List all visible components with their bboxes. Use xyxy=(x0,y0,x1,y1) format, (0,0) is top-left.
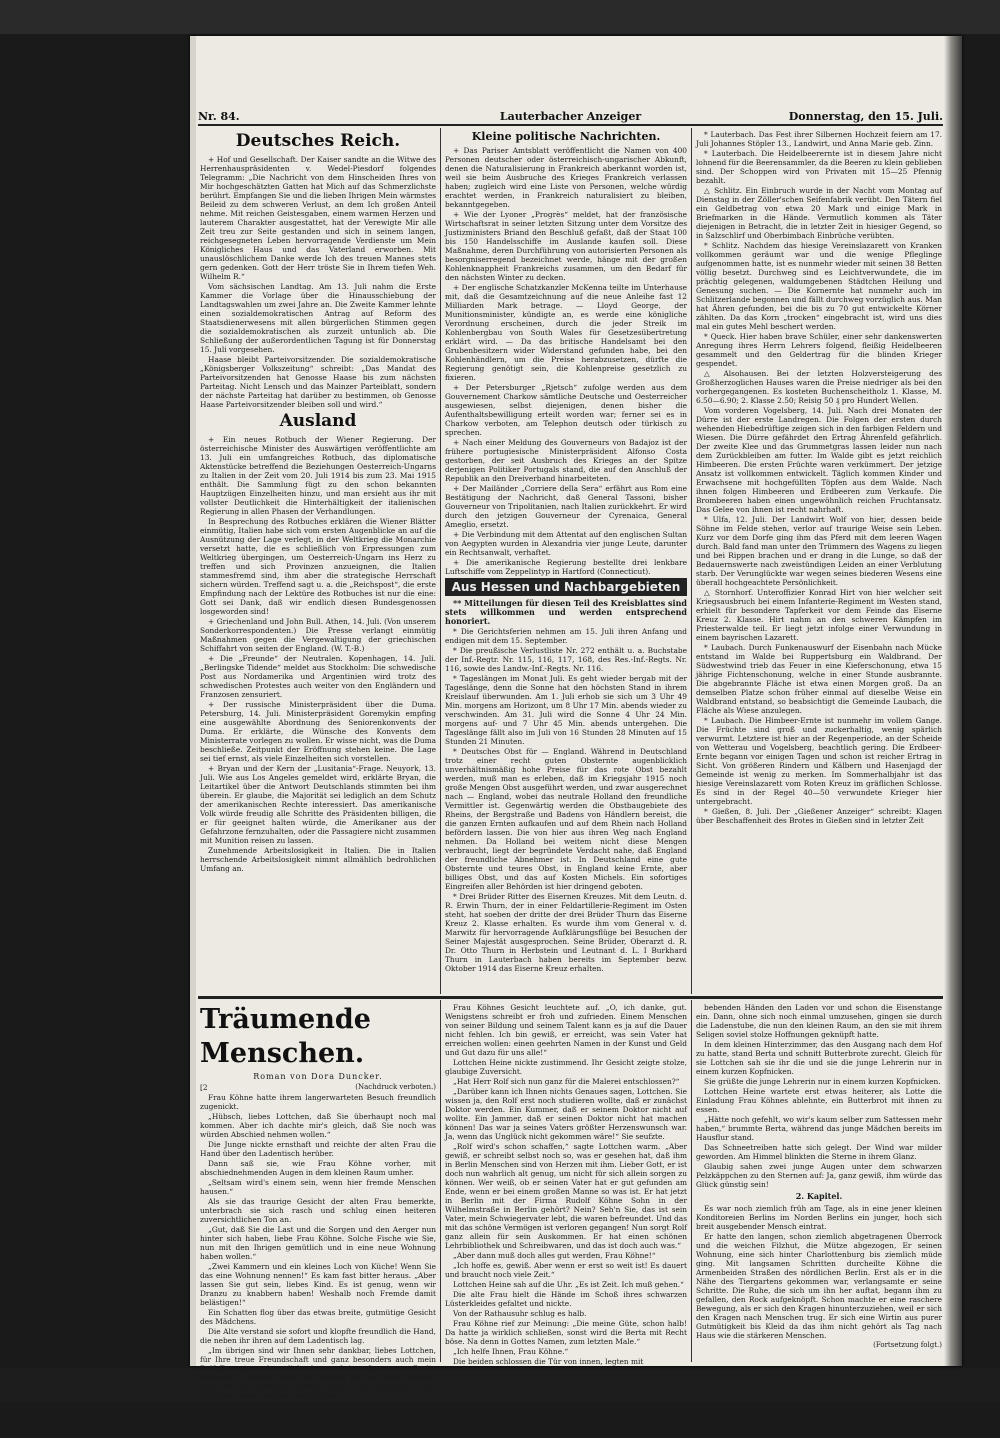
novel-author: Roman von Dora Duncker. xyxy=(253,1072,383,1081)
article-tassoni: + Der Mailänder „Corriere della Sera“ erfährt aus Rom eine Bestätigung der Nachricht, daß General Tassoni, bisher Gouverneur von Tripolitanien, nach Italien zurückkehrt. Er wird durch den jetzigen Gouverneur der Cyrenaica, General Ameglio, ersetzt. xyxy=(445,484,687,529)
novel-paragraph: Die beiden schlossen die Tür von innen, legten mit xyxy=(453,1357,644,1366)
article-queck: * Queck. Hier haben brave Schüler, einer sehr dankenswerten Anregung ihres Herrn Lehrers folgend, fleißig Heidelbeeren gesammelt und den Geldertrag für die blinden Krieger gespendet. xyxy=(696,332,942,368)
column-news-2 xyxy=(445,130,687,992)
novel-paragraph: „Rolf wird's schon schaffen,“ sagte Lottchen warm. „Aber gewiß, er schreibt selbst noch so, was er gesehen hat, daß ihm in Berlin Menschen sind von Herzen mit ihm. Lieber Gott, er ist doch nun wahrlich alt genug, um nicht für sich allein sorgen zu können. Wer weiß, ob er seinen Vater hat er gut gefunden am Ende, wenn er bei einem großen Manne so was ist. Er hat jetzt in Berlin mit der Firma Rudolf Köhne Sohn in der Wilhelmstraße in Berlin gehört? Nein? Seh'n Sie, das ist sein Vater, mein Schwiegervater lebt, die waren befreundet. Und das mit das schöne Vermögen ist verloren gegangen! Nun sorgt Rolf ganz allein für sein Auskommen. Er hat einen schönen Lehrbibliothek und Schreibwaren, und das ist doch auch was.“ xyxy=(445,1142,687,1250)
novel-paragraph: Das Mädchen war flammend rot geworden und spielte mit einer Buchecke, die sie bestätigte auf dem Ladentisch. xyxy=(200,1401,436,1419)
article-bryan: + Bryan und der Kern der „Lusitania“-Frage. Neuyork, 13. Juli. Wie aus Los Angeles gemeldet wird, erklärte Bryan, die Leitartikel über die Antwort Deutschlands stimmten bei ihm überein. Er glaube, die Majorität sei lediglich an dem Schutz der amerikanischen Rechte interessiert. Das amerikanische Volk würde freudig alle Schritte des Präsidenten billigen, die er für geeignet halten würde, die Amerikaner aus der Gefahrzone fernzuhalten, oder die Passagiere nicht zusammen mit Munition reisen zu lassen. xyxy=(200,764,436,845)
novel-paragraph: Das Schneetreiben hatte sich gelegt. Der Wind war milder geworden. Am Himmel blinkten die Sterne in ihrem Glanz. xyxy=(696,1143,942,1161)
page-margin xyxy=(190,36,196,1366)
article-mckenna: + Der englische Schatzkanzler McKenna teilte im Unterhause mit, daß die Gesamtzeichnung auf die neue Anleihe fast 12 Milliarden Mark betrage. — Lloyd George, der Munitionsminister, kündigte an, es werde eine königliche Verordnung erscheinen, durch die jeder Streik im Kohlenbergbau von South Wales für Gesetzesübertretung erklärt wird. — Da das britische Handelsamt bei den Grubenbesitzern wider Widerstand gefunden habe, bei den Kohlenhändlern, um die Preise herabzusetzen, dürfte die Regierung genötigt sein, die Kohlenpreise gesetzlich zu fixieren. xyxy=(445,283,687,382)
novel-paragraph: Die Junge nickte ernsthaft und reichte der alten Frau die Hand über den Ladentisch herüber. xyxy=(200,1140,436,1158)
continuation-note: (Fortsetzung folgt.) xyxy=(873,1341,942,1349)
chapter-heading: 2. Kapitel. xyxy=(795,1191,843,1201)
article-alsohausen: △ Alsohausen. Bei der letzten Holzversteigerung des Großherzoglichen Hauses waren die Preise niedriger als bei den vorhergegangenen. Es kosteten Buchenscheitholz 1. Klasse, M. 6.50—6.90; 2. Klasse 2.50; Reisig 50 ₰ pro Hundert Wellen. xyxy=(696,369,942,405)
article-obst: * Deutsches Obst für — England. Während in Deutschland trotz einer recht guten Obsternte augenblicklich unverhältnismäßig hohe Preise für das rote Obst bezahlt werden, muß man es erleben, daß im Kriegsjahr 1915 noch große Mengen Obst ausgeführt werden, und zwar ausgerechnet nach — England, wobei das neutrale Holland den freundliche Vermittler ist. Gegenwärtig werden die Obstbaugebiete des Rheins, der Bergstraße und Badens von Händlern bereist, die die ganzen Ernten aufkaufen und auf dem Rhein nach Holland befördern lassen. Die von hier aus ihren Weg nach England nehmen. Da Holland bei weitem nicht diese Mengen verbraucht, liegt der begründete Verdacht nahe, daß England der freundliche Abnehmer ist. In Deutschland eine gute Obsternte und teures Obst, in England keine Ernte, aber billiges Obst, und das auf Kosten Michels. Ein sofortiges Eingreifen aller Behörden ist hier dringend geboten. xyxy=(445,747,687,891)
article-laubach-brand: * Laubach. Durch Funkenauswurf der Eisenbahn nach Mücke entstand im Walde bei Ruppertsburg ein Waldbrand. Der Südwestwind trieb das Feuer in eine Kieferschonung, etwa 15 jährige Fichtenschonung, welche in einer Stunde ausbrannte. Die abgebrannte Fläche ist etwa einen Morgen groß. Da an demselben Platze schon früher einmal auf dieselbe Weise ein Waldbrand entstand, so beabsichtigt die Gemeinde Laubach, die Fläche als Wiese anzulegen. xyxy=(696,643,942,715)
column-divider xyxy=(691,128,692,994)
novel-paragraph: Sie grüßte die junge Lehrerin nur in einem kurzen Kopfnicken. xyxy=(704,1077,941,1086)
heading-deutsches-reich: Deutsches Reich. xyxy=(235,131,401,151)
novel-paragraph: Er hatte den langen, schon ziemlich abgetragenen Überrock und die weichen Filzhut, die Mütze abgezogen, Er seinen Wohnung, eine sich hinter Charlottenburg bis ziemlich müde ging. Mit langsamen Schritten durcheilte Köhne die Armenbeiden Straßen des nördlichen Berlin. Erst als er in die Nähe des Tiergartens gekommen war, verlangsamte er seine Schritte. Die Ruhe, die sich um ihn her auftat, begann ihm zu gefallen, den Rock aufgeknöpft. Schon machte er eine raschere Bewegung, als er sich den Kragen hinunterzuziehen, weil er sich den Kragen nach Menschen trug. Er sich eine Wirtin aus purer Gutmütigkeit bis Kleid da das ihm nicht gehört als Tag nach Haus wie die stärkeren Menschen. xyxy=(696,1232,942,1340)
article-landtag: Vom sächsischen Landtag. Am 13. Juli nahm die Erste Kammer die Vorlage über die Hinausschiebung der Landtagswahlen um zwei Jahre an. Die Zweite Kammer lehnte einen sozialdemokratischen Antrag auf Reform des Staatsdienerwesens mit allen bürgerlichen Stimmen gegen die sozialdemokratischen als zurzeit untunlich ab. Die Schließung der außerordentlichen Tagung ist für Donnerstag 15. Juli vorgesehen. xyxy=(200,282,436,354)
reprint-note: (Nachdruck verboten.) xyxy=(355,1083,436,1091)
article-costa: + Nach einer Meldung des Gouverneurs von Badajoz ist der frühere portugiesische Ministerpräsident Alfonso Costa gestorben, der seit Ausbruch des Krieges an der Spitze derjenigen Politiker Portugals stand, die auf den Anschluß der Republik an den Dreiverband hinarbeiteten. xyxy=(445,438,687,483)
novel-paragraph: Die alte Frau hielt die Hände im Schoß ihres schwarzen Lüsterkleides gefaltet und nickte. xyxy=(445,1290,687,1308)
novel-paragraph: „Gut, daß Sie die Last und die Sorgen und den Aerger nun hinter sich haben, liebe Frau Köhne. Solche Fische wie Sie, nun mit den Ihrigen gemütlich und in eine neue Wohnung haben wollen.“ xyxy=(200,1225,436,1261)
scan-border-bottom xyxy=(0,1368,1000,1402)
article-stornhorf: △ Stornhorf. Unteroffizier Konrad Hirt von hier welcher seit Kriegsausbruch bei einem Infanterie-Regiment im Westen stand, erhielt für besondere Tapferkeit vor dem Feinde das Eiserne Kreuz 2. Klasse. Hirt nahm an den schweren Kämpfen im Priesterwalde teil. Er liegt jetzt infolge einer Verwundung in einem bayrischen Lazarett. xyxy=(696,588,942,642)
article-giessen: * Gießen, 8. Juli. Der „Gießener Anzeiger“ schreibt: Klagen über Beschaffenheit des Brotes in Gießen sind in letzter Zeit xyxy=(696,807,942,825)
novel-paragraph: „Nun einer kleinen Pause sagte sie: „Sagen Sie mal, was wird es dann mit dem Herrn Rolf in Berlin?“ xyxy=(200,1420,436,1438)
article-griechenland: + Griechenland und John Bull. Athen, 14. Juli. (Von unserem Sonderkorrespondenten.) Die Presse verlangt einmütig Maßnahmen gegen die Vergewaltigung der griechischen Schiffahrt von seiten der England. (W. T.-B.) xyxy=(200,617,436,653)
novel-column-1 xyxy=(200,1003,436,1438)
novel-paragraph: Die Alte verstand sie sofort und klopfte freundlich die Hand, die neben ihr ihren auf dem Ladentisch lag. xyxy=(200,1327,436,1345)
article-tageslaengen: * Tageslängen im Monat Juli. Es geht wieder bergab mit der Tageslänge, denn die Sonne hat den höchsten Stand in ihrem Kreislauf überwunden. Am 1. Juli erhob sie sich um 3 Uhr 49 Min. morgens am Horizont, um 8 Uhr 17 Min. abends wieder zu verschwinden. Am 31. Juli wird die Sonne 4 Uhr 24 Min. morgens auf- und 7 Uhr 45 Min. abends untergehen. Die Tageslänge fällt also im Juli von 16 Stunden 28 Minuten auf 15 Stunden 21 Minuten. xyxy=(445,674,687,746)
article-vogelsberg: Vom vorderen Vogelsberg, 14. Juli. Nach drei Monaten der Dürre ist der erste Landregen. Die Folgen der ersten durch wehenden Hiebedrüftige zeigen sich in den farbigen Feldern und Wiesen. Die Dürre gefährdet den Ertrag Ährenfeld gefährlich. Der zweite Klee und das Grummetgras lassen leider nun nach dem Zurückbleiben am futter. Im Walde gibt es jetzt reichlich Himbeeren. Die ersten Früchte waren verkümmert. Der jetzige Ansatz ist vollkommen entwickelt. Täglich kommen Kinder und Erwachsene mit hochgefüllten Töpfen aus dem Walde. Nach ihnen folgen Himbeeren und Erdbeeren zum Verkaufe. Die Brombeeren haben einen ungewöhnlich reichen Fruchtansatz. Das Gelee von ihnen ist recht nahrhaft. xyxy=(696,406,942,514)
novel-paragraph: Frau Köhne hatte ihrem langerwarteten Besuch freundlich zugenickt. xyxy=(200,1093,436,1111)
novel-paragraph: „Hätte noch gefehlt, wo wir's kaum selber zum Sattessen mehr haben,“ brummte Berta, während das junge Mädchen bereits im Hausflur stand. xyxy=(696,1115,942,1142)
article-lauterbach-hochzeit: * Lauterbach. Das Fest ihrer Silbernen Hochzeit feiern am 17. Juli Johannes Stöpler 13., Landwirt, und Anna Marie geb. Zinn. xyxy=(696,130,942,148)
article-gerichtsferien: * Die Gerichtsferien nehmen am 15. Juli ihren Anfang und endigen mit dem 15. September. xyxy=(445,627,687,645)
article-paris: + Das Pariser Amtsblatt veröffentlicht die Namen von 400 Personen deutscher oder österreichisch-ungarischer Abkunft, denen die Naturalisierung in Frankreich aberkannt worden ist, weil sie beim Ausbruche des Krieges Frankreich verlassen haben; zugleich wird eine Liste von Personen, welche würdig erachtet werden, in Frankreich naturalisiert zu bleiben, bekanntgegeben. xyxy=(445,146,687,209)
column-divider xyxy=(440,1000,441,1362)
masthead-rule xyxy=(198,124,943,126)
novel-paragraph: „Zwei Kammern und ein kleines Loch von Küche! Wenn Sie das eine Wohnung nennen!“ Es kam fast bitter heraus. „Aber lassen Sie gut sein, liebes Kind. Es ist genug, wenn wir Dranzu zu knabbern haben! Weshalb noch Fremde damit belästigen!“ xyxy=(200,1262,436,1307)
novel-paragraph: Es war noch ziemlich früh am Tage, als in eine jener kleinen Konditoreien Berlins im Norden Berlins ein junger, hoch sich breit ausgebender Mensch eintrat. xyxy=(696,1204,942,1231)
article-aegypten: + Die Verbindung mit dem Attentat auf den englischen Sultan von Aegypten wurden in Alexandria vier junge Leute, darunter ein Rechtsanwalt, verhaftet. xyxy=(445,530,687,557)
novel-paragraph: „Ich hoffe es, gewiß. Aber wenn er erst so weit ist! Es dauert und braucht noch viele Zeit.“ xyxy=(445,1261,687,1279)
novel-paragraph: Frau Köhnes Gesicht leuchtete auf. „O, ich danke, gut. Wenigstens schreibt er froh und zufrieden. Einem Menschen von seiner Bildung und seinem Talent kann es ja auf die Dauer nicht fehlen. Ich bin gewiß, er erreicht, was sein Vater hat erreichen wollen: einen geehrten Namen in der Kunst und Geld und Gut dazu für uns alle!“ xyxy=(445,1003,687,1057)
novel-paragraph: Glaubig sahen zwei junge Augen unter dem schwarzen Pelzkäppchen zu den Sternen auf: Ja, ganz gewiß, ihm würde das Glück günstig sein! xyxy=(696,1162,942,1189)
article-neutrale: + Die „Freunde“ der Neutralen. Kopenhagen, 14. Juli. „Berlingske Tidende“ meldet aus Stockholm: Die schwedische Post aus Nordamerika und Argentinien wird trotz des schwedischen Protestes auch weiter von den Engländern und Franzosen zensuriert. xyxy=(200,654,436,699)
novel-meta xyxy=(200,1083,436,1093)
novel-paragraph: Ein Schatten flog über das etwas breite, gutmütige Gesicht des Mädchens. xyxy=(200,1308,436,1326)
article-ulfa: * Ulfa, 12. Juli. Der Landwirt Wolf von hier, dessen beide Söhne im Felde stehen, verlor auf traurige Weise sein Leben. Kurz vor dem Dorfe ging ihm das Pferd mit dem leeren Wagen durch. Bald fand man unter den Trümmern des Wagens zu liegen und bei Rippen brachen und er drang in die Lunge, so daß der Bedauernswerte nach zweistündigen Leiden an einer Verblutung starb. Der Verunglückte war wegen seines biederen Wesens eine überall hochgeachtete Persönlichkeit. xyxy=(696,515,942,587)
novel-column-2 xyxy=(445,1003,687,1366)
article-haase: Haase bleibt Parteivorsitzender. Die sozialdemokratische „Königsberger Volkszeitung“ schreibt: „Das Mandat des Parteivorsitzenden hat Genosse Haase bis zum nächsten Parteitag. Nicht Lensch und das Mainzer Parteiblatt, sondern der nächste Parteitag hat darüber zu bestimmen, ob Genosse Haase Parteivorsitzender bleiben soll und wird.“ xyxy=(200,355,436,409)
column-news-3 xyxy=(696,130,942,992)
novel-paragraph: Lottchen Heine nickte zustimmend. Ihr Gesicht zeigte stolze, glaubige Zuversicht. xyxy=(445,1058,687,1076)
scan-border-top xyxy=(0,0,1000,34)
novel-paragraph: „Im übrigen sind wir Ihnen sehr dankbar, liebes Lottchen, für Ihre treue Freundschaft und ganz besonders auch mein Rolf. Er sagte auch neulich, als er auf einen Sprung von Berlin hier war, in zu mir: Wenn alle anderen sich von euch wenden, weil ihr nun wirklich ehrlich arme Leute geworden seid, Lottchen Heine wird bei euch halten.“ xyxy=(200,1346,436,1400)
article-lyon: + Wie der Lyoner „Progrès“ meldet, hat der französische Wirtschaftsrat in seiner letzten Sitzung unter dem Vorsitze des Justizministers Briand den Beschluß gefaßt, daß der Staat 100 bis 150 Handelsschiffe im Auslande kaufen soll. Diese Maßnahme, deren Durchführung von autorisierten Personen als besorgniserregend bezeichnet werde, hänge mit der großen Kohlenknappheit Frankreichs zusammen, um den Bedarf für den nächsten Winter zu decken. xyxy=(445,210,687,282)
article-schlitz-einbruch: △ Schlitz. Ein Einbruch wurde in der Nacht vom Montag auf Dienstag in der Zöller'schen Seifenfabrik verübt. Den Tätern fiel ein Geldbetrag von etwa 20 Mark und einige Mark in Briefmarken in die Hände. Vermutlich kommen als Täter diejenigen in Betracht, die in letzter Zeit in hiesiger Gegend, so in Salzschlirf und Oberbimbach Einbrüche verübten. xyxy=(696,186,942,240)
installment-number: [2 xyxy=(200,1083,208,1092)
article-rotbuch-presse: In Besprechung des Rotbuches erklären die Wiener Blätter einmütig, Italien habe sich vom ersten Augenblicke an auf die Ausnützung der Lage verlegt, in der Weltkrieg die Monarchie versetzt hatte, die es schließlich von Erpressungen zum Weltkrieg übergingen, um Oesterreich-Ungarn ins Herz zu treffen und sich Provinzen anzueignen, die Italien stammesfremd sind, ihm aber die strategische Herrschaft sichern würden. Treffend sagt u. a. die „Reichspost“, die erste Empfindung nach der Lektüre des Rotbuches ist nur die eine: Gott sei Dank, daß wir endlich diesen Bundesgenossen losgeworden sind! xyxy=(200,517,436,616)
article-brueder: * Drei Brüder Ritter des Eisernen Kreuzes. Mit dem Leutn. d. R. Erwin Thurn, der in einer Feldartillerie-Regiment im Osten steht, hat soeben der dritte der drei Brüder Thurn das Eiserne Kreuz 2. Klasse erhalten. Es wurde ihm vom General v. d. Marwitz für hervorragende Aufklärungsflüge bei Besuchen der Seiner Majestät ausgesprochen. Seine Brüder, Oberarzt d. R. Dr. Otto Thurn in Herbstein und Leutnant d. L. I Burkhard Thurn in Lauterbach haben bereits im September bezw. Oktober 1914 das Eiserne Kreuz erhalten. xyxy=(445,892,687,973)
novel-paragraph: „Aber dann muß doch alles gut werden, Frau Köhne!“ xyxy=(453,1251,656,1260)
article-luftschiffe: + Die amerikanische Regierung bestellte drei lenkbare Luftschiffe vom Zeppelintyp in Hartford (Connecticut). xyxy=(445,558,687,576)
novel-paragraph: „Hübsch, liebes Lottchen, daß Sie überhaupt noch mal kommen. Aber ich dachte mir's gleich, daß Sie noch was würden Abschied nehmen wollen.“ xyxy=(200,1112,436,1139)
feuilleton-rule xyxy=(198,996,943,999)
column-divider xyxy=(440,128,441,994)
article-lauterbach-heidelbeeren: * Lauterbach. Die Heidelbeerernte ist in diesem Jahre nicht lohnend für die Beerensammler, da die Beeren zu klein geblieben sind. Der Schoppen wird von Privaten mit 15—25 Pfennig bezahlt. xyxy=(696,149,942,185)
novel-paragraph: Lottchen Heine wartete erst etwas heiterer, als Lotte die Einladung Frau Köhnes ablehnte, ein Butterbrot mit ihnen zu essen. xyxy=(696,1087,942,1114)
heading-kleine-nachrichten: Kleine politische Nachrichten. xyxy=(471,130,661,143)
article-rotbuch: + Ein neues Rotbuch der Wiener Regierung. Der österreichische Minister des Auswärtigen veröffentlichte am 13. Juli ein umfangreiches Rotbuch, das diplomatische Aktenstücke betreffend die Beziehungen Oesterreich-Ungarns zu Italien in der Zeit vom 20. Juli 1914 bis zum 23. Mai 1915 enthält. Die Sammlung fügt zu den schon bekannten Hauptzügen Einzelheiten hinzu, und man ersieht aus ihr mit vollster Deutlichkeit die Hinterhältigkeit der italienischen Regierung in allen Phasen der Verhandlungen. xyxy=(200,435,436,516)
article-duma: + Der russische Ministerpräsident über die Duma. Petersburg, 14. Juli. Ministerpräsident Goremykin empfing eine ausgewählte Abordnung des Seniorenkonvents der Duma. Er erklärte, die Wünsche des Konvents dem Ministerrate vorlegen zu wollen. Er wisse nicht, was die Duma beschließe. Zeitpunkt der Eröffnung stehen keine. Die Lage sei tief ernst, als viele Einzelheiten sich vorstellen. xyxy=(200,700,436,763)
novel-paragraph: „Ich helfe Ihnen, Frau Köhne.“ xyxy=(453,1347,569,1356)
novel-paragraph: Von der Rathausuhr schlug es halb. xyxy=(453,1309,587,1318)
novel-paragraph: Lottchen Heine sah auf die Uhr. „Es ist Zeit. Ich muß gehen.“ xyxy=(453,1280,684,1289)
novel-paragraph: „Hat Herr Rolf sich nun ganz für die Malerei entschlossen?“ xyxy=(453,1077,680,1086)
novel-paragraph: Als sie das traurige Gesicht der alten Frau bemerkte, unterbrach sie sich rasch und schlug einen heiteren zuversichtlichen Ton an. xyxy=(200,1197,436,1224)
novel-paragraph: Frau Köhne rief zur Meinung: „Die meine Güte, schon halb! Da hatte ja wirklich schließen, sonst wird die Berta mit Recht böse. Na denn in Gottes Namen, zum letzten Male.“ xyxy=(445,1319,687,1346)
editorial-note: ** Mitteilungen für diesen Teil des Kreisblattes sind stets willkommen und werden entsprechend honoriert. xyxy=(445,598,687,626)
novel-column-3 xyxy=(696,1003,942,1359)
newspaper-page xyxy=(190,36,962,1438)
issue-date: Donnerstag, den 15. Juli. xyxy=(788,110,943,123)
article-italien: Zunehmende Arbeitslosigkeit in Italien. Die in Italien herrschende Arbeitslosigkeit nimmt allmählich bedrohlichen Umfang an. xyxy=(200,846,436,873)
heading-hessen: Aus Hessen und Nachbargebieten xyxy=(445,578,687,596)
article-laubach-himbeer: * Laubach. Die Himbeer-Ernte ist nunmehr im vollem Gange. Die Früchte sind groß und zuckerhaltig, wenig spärlich verwurmt. Letztere ist hier an der Regenperiode, an der Scheide von Wetterau und Vogelsberg, beachtlich gering. Die Erdbeer-Ernte begann vor einigen Tagen und schon ist reicher Ertrag in Sicht. Von größeren Rindern und Kälbern und Hasenjagd der Gemeinde ist wenig zu merken. Im Sommerhalbjahr ist das hiesige Vereinslazarett vom Roten Kreuz im gräflichen Schlosse. Es sind in der Regel 40—50 verwundete Krieger hier untergebracht. xyxy=(696,716,942,806)
issue-number: Nr. 84. xyxy=(198,110,240,123)
novel-paragraph: „Seltsam wird's einem sein, wenn hier fremde Menschen hausen.“ xyxy=(200,1178,436,1196)
page-fold-shadow xyxy=(944,36,962,1366)
novel-title: Träumende Menschen. xyxy=(200,1004,371,1069)
novel-paragraph: In dem kleinen Hinterzimmer, das den Ausgang nach dem Hof zu hatte, stand Berta und schnitt Butterbrote zurecht. Gleich für sie Lottchen sah sie ihr die und sie die junge Lehrerin nur in einem kurzen Kopfnicken. xyxy=(696,1040,942,1076)
novel-paragraph: „Darüber kann ich Ihnen nichts Genaues sagen, Lottchen. Sie wissen ja, den Rolf erst noch studieren wollte, daß er zunächst Doktor werden. Ein Kummer, daß er seinem Doktor nicht auf wollte. Ein Jammer, daß er seinen Doktor nicht hat machen können! Das war ja seines Vaters größter Herzenswunsch war. Ja, wenn das Unglück nicht gekommen wäre!“ Sie seufzte. xyxy=(445,1087,687,1141)
column-news-1 xyxy=(200,130,436,992)
article-charkow: + Der Petersburger „Rjetsch“ zufolge werden aus dem Gouvernement Charkow sämtliche Deutsche und Oesterreicher ausgewiesen, selbst diejenigen, denen bisher die Aufenthaltsbewilligung erteilt worden war; ferner sei es in Charkow verboten, am Telephon deutsch oder türkisch zu sprechen. xyxy=(445,383,687,437)
article-schlitz-lazarett: * Schlitz. Nachdem das hiesige Vereinslazarett von Kranken vollkommen geräumt war und die wenige Pfleglinge aufgenommen hatte, ist es nunmehr wieder mit seinen 38 Betten völlig besetzt. Durchweg sind es Leichtverwundete, die im prächtig gelegenen, waldumgebenen Städtchen Heilung und Genesung suchen. — Die Kornernte hat nunmehr auch im Schlitzerlande begonnen und fällt durchweg vorzüglich aus. Man hat Ähren gefunden, bei die bis zu 70 gut entwickelte Körner zählten. Da das Korn „trocken“ eingebracht ist, wird uns dies mal ein gutes Mehl beschert werden. xyxy=(696,241,942,331)
paper-name: Lauterbacher Anzeiger xyxy=(499,110,642,123)
heading-ausland: Ausland xyxy=(279,411,357,431)
masthead xyxy=(198,110,943,130)
novel-paragraph: bebenden Händen den Laden vor und schon die Eisenstange ein. Dann, ohne sich noch einmal umzusehen, gingen sie durch die Ladenstube, die nun den kleinen Raum, an den sie mit ihrem Seligen soviel stolze Hoffnungen geknüpft hatte. xyxy=(696,1003,942,1039)
article-verlustliste: * Die preußische Verlustliste Nr. 272 enthält u. a. Buchstabe der Inf.-Regtr. Nr. 115, 116, 117, 168, des Res.-Inf.-Regts. Nr. 116, sowie des Landw.-Inf.-Regts. Nr. 116. xyxy=(445,646,687,673)
novel-paragraph: Dann saß sie, wie Frau Köhne vorher, mit abschiednehmenden Augen in dem kleinen Raum umher. xyxy=(200,1159,436,1177)
article-hof: + Hof und Gesellschaft. Der Kaiser sandte an die Witwe des Herrenhauspräsidenten v. Wedel-Piesdorf folgendes Telegramm: „Die Nachricht von dem Hinscheiden Ihres von Mir hochgeschätzten Gatten hat Mich auf das Schmerzlichste berührt. Empfangen Sie und die lieben Ihrigen Mein wärmstes Beileid zu dem schweren Verlust, an dem Ich großen Anteil nehme. Mit reichen Geistesgaben, einem warmen Herzen und lauterem Charakter ausgestattet, hat der Verewigte Mir alle Zeit treu zur Seite gestanden und sich in seinem langen, reichgesegneten Leben hervorragende Verdienste um Mein Königliches Haus und das Vaterland erworben. Mit unauslöschlichem Danke werde Ich des treuen Mannes stets gern gedenken. Gott der Herr tröste Sie in Ihrem tiefen Weh. Wilhelm R.“ xyxy=(200,155,436,281)
column-divider xyxy=(691,1000,692,1362)
